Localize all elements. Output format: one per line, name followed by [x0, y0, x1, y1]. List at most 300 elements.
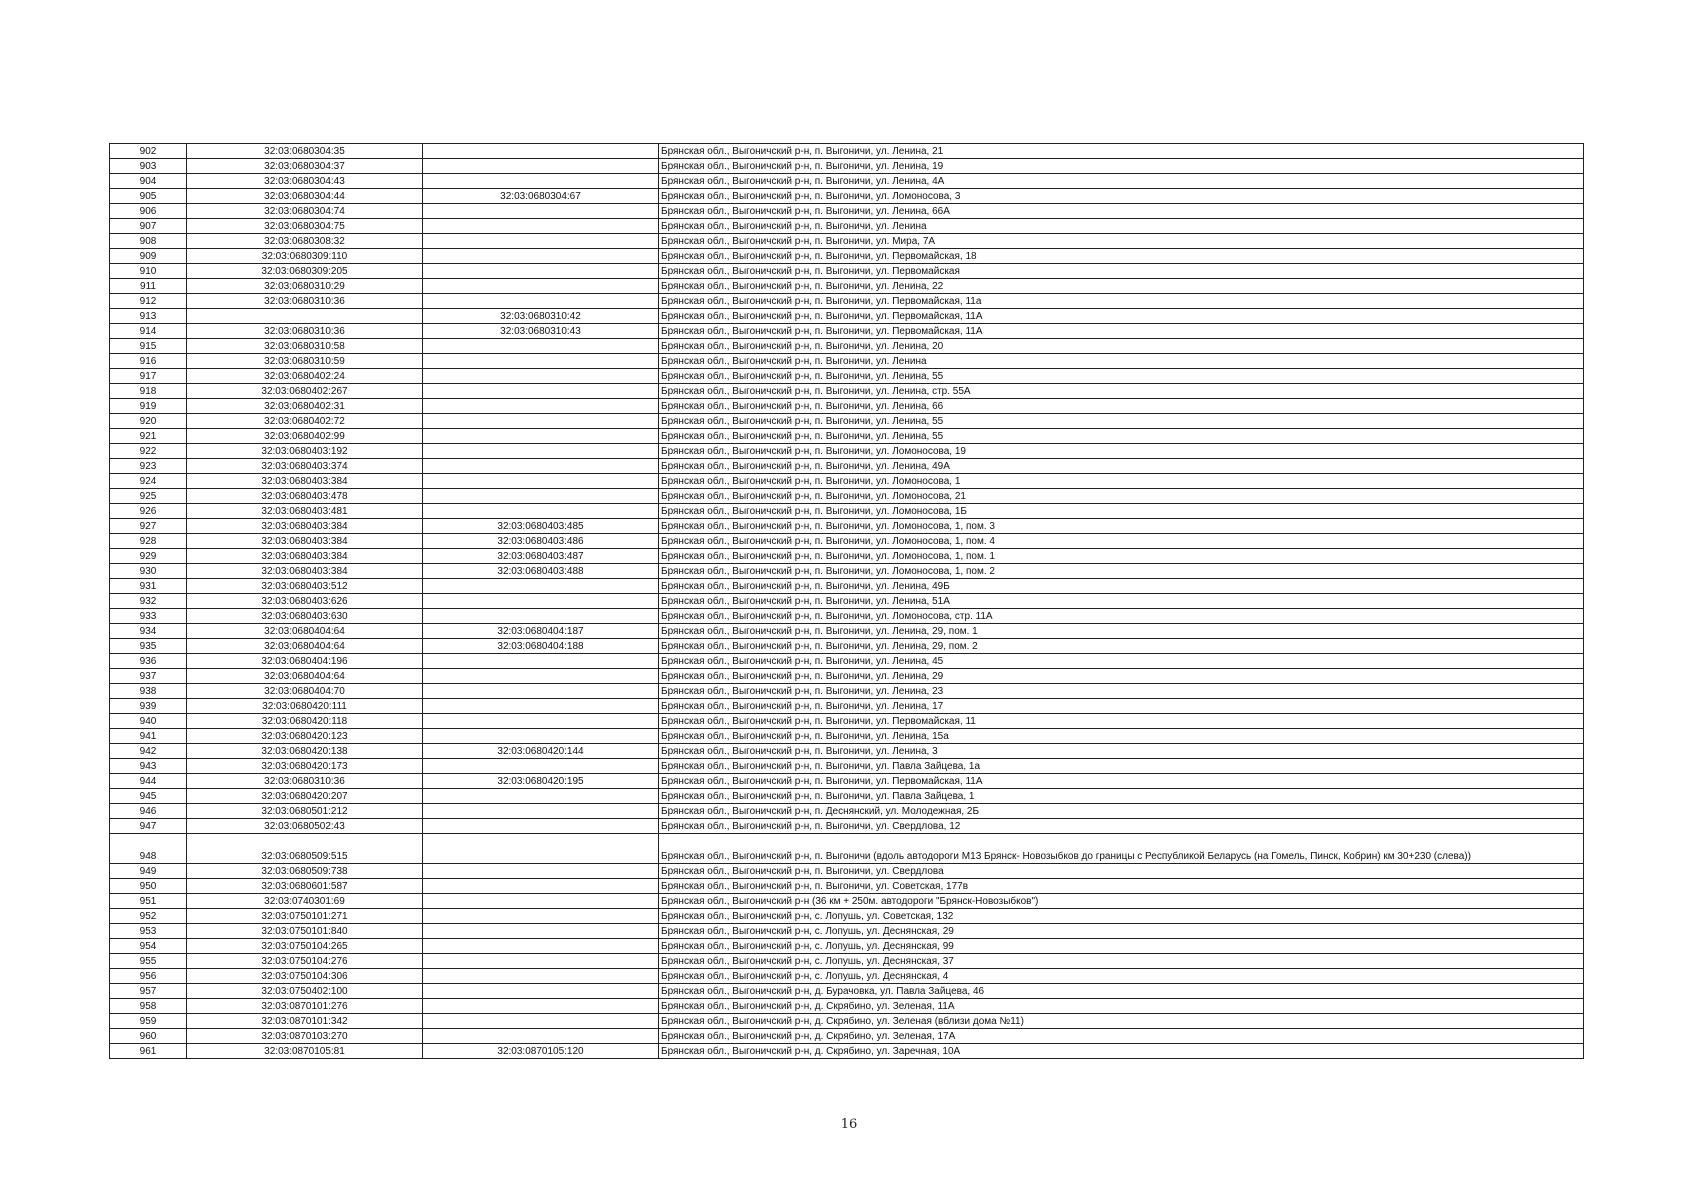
table-row	[110, 279, 1584, 294]
row-number-cell: 954	[110, 939, 187, 954]
address-cell: Брянская обл., Выгоничский р-н, п. Выгоничи, ул. Ленина, 51А	[659, 594, 1584, 609]
table-row	[110, 774, 1584, 789]
cadastral-number-cell: 32:03:0680403:384	[187, 534, 423, 549]
cadastral-number-cell: 32:03:0680404:64	[187, 669, 423, 684]
row-number-cell: 925	[110, 489, 187, 504]
related-cadastral-number-cell: 32:03:0680420:144	[423, 744, 659, 759]
address-cell: Брянская обл., Выгоничский р-н, п. Выгоничи, ул. Ленина, 29, пом. 1	[659, 624, 1584, 639]
table-row	[110, 534, 1584, 549]
address-cell: Брянская обл., Выгоничский р-н, п. Выгоничи, ул. Ленина, 45	[659, 654, 1584, 669]
row-number-cell: 961	[110, 1044, 187, 1059]
table-row	[110, 819, 1584, 834]
address-cell: Брянская обл., Выгоничский р-н, п. Выгоничи, ул. Мира, 7А	[659, 234, 1584, 249]
related-cadastral-number-cell: 32:03:0680404:188	[423, 639, 659, 654]
related-cadastral-number-cell	[423, 159, 659, 174]
table-row	[110, 429, 1584, 444]
cadastral-number-cell: 32:03:0680420:118	[187, 714, 423, 729]
table-row	[110, 924, 1584, 939]
table-row	[110, 684, 1584, 699]
row-number-cell: 926	[110, 504, 187, 519]
related-cadastral-number-cell: 32:03:0680404:187	[423, 624, 659, 639]
address-cell: Брянская обл., Выгоничский р-н, п. Выгоничи, ул. Ленина, 66	[659, 399, 1584, 414]
cadastral-number-cell: 32:03:0750101:840	[187, 924, 423, 939]
row-number-cell: 924	[110, 474, 187, 489]
table-row	[110, 459, 1584, 474]
related-cadastral-number-cell	[423, 699, 659, 714]
cadastral-number-cell: 32:03:0680404:64	[187, 639, 423, 654]
address-cell: Брянская обл., Выгоничский р-н, п. Выгоничи, ул. Первомайская, 18	[659, 249, 1584, 264]
related-cadastral-number-cell: 32:03:0680403:487	[423, 549, 659, 564]
row-number-cell: 936	[110, 654, 187, 669]
cadastral-number-cell: 32:03:0680404:64	[187, 624, 423, 639]
address-cell: Брянская обл., Выгоничский р-н, п. Выгоничи, ул. Ломоносова, 1Б	[659, 504, 1584, 519]
address-cell: Брянская обл., Выгоничский р-н, д. Скрябино, ул. Заречная, 10А	[659, 1044, 1584, 1059]
row-number-cell: 933	[110, 609, 187, 624]
row-number-cell: 927	[110, 519, 187, 534]
related-cadastral-number-cell	[423, 264, 659, 279]
table-row	[110, 1029, 1584, 1044]
related-cadastral-number-cell	[423, 939, 659, 954]
row-number-cell: 939	[110, 699, 187, 714]
cadastral-number-cell: 32:03:0680304:75	[187, 219, 423, 234]
related-cadastral-number-cell	[423, 1029, 659, 1044]
row-number-cell: 956	[110, 969, 187, 984]
address-cell: Брянская обл., Выгоничский р-н, п. Выгоничи, ул. Свердлова	[659, 864, 1584, 879]
related-cadastral-number-cell	[423, 609, 659, 624]
address-cell: Брянская обл., Выгоничский р-н, п. Выгоничи, ул. Первомайская, 11	[659, 714, 1584, 729]
cadastral-number-cell: 32:03:0870101:342	[187, 1014, 423, 1029]
table-row	[110, 189, 1584, 204]
related-cadastral-number-cell: 32:03:0680310:43	[423, 324, 659, 339]
related-cadastral-number-cell	[423, 234, 659, 249]
cadastral-number-cell: 32:03:0680420:138	[187, 744, 423, 759]
table-row	[110, 519, 1584, 534]
row-number-cell: 947	[110, 819, 187, 834]
table-row	[110, 144, 1584, 159]
row-number-cell: 905	[110, 189, 187, 204]
address-cell: Брянская обл., Выгоничский р-н, п. Выгоничи, ул. Первомайская	[659, 264, 1584, 279]
related-cadastral-number-cell	[423, 579, 659, 594]
address-cell: Брянская обл., Выгоничский р-н, п. Деснянский, ул. Молодежная, 2Б	[659, 804, 1584, 819]
related-cadastral-number-cell	[423, 249, 659, 264]
table-row	[110, 624, 1584, 639]
row-number-cell: 935	[110, 639, 187, 654]
row-number-cell: 922	[110, 444, 187, 459]
row-number-cell: 934	[110, 624, 187, 639]
related-cadastral-number-cell	[423, 174, 659, 189]
address-cell: Брянская обл., Выгоничский р-н, п. Выгоничи, ул. Ленина, 55	[659, 429, 1584, 444]
row-number-cell: 929	[110, 549, 187, 564]
table-row	[110, 879, 1584, 894]
row-number-cell: 943	[110, 759, 187, 774]
table-row	[110, 594, 1584, 609]
related-cadastral-number-cell	[423, 819, 659, 834]
address-cell: Брянская обл., Выгоничский р-н, п. Выгоничи, ул. Ломоносова, 1	[659, 474, 1584, 489]
related-cadastral-number-cell	[423, 144, 659, 159]
table-row	[110, 249, 1584, 264]
cadastral-number-cell: 32:03:0680403:626	[187, 594, 423, 609]
cadastral-number-cell: 32:03:0680403:478	[187, 489, 423, 504]
address-cell: Брянская обл., Выгоничский р-н, п. Выгоничи, ул. Ломоносова, 1, пом. 3	[659, 519, 1584, 534]
cadastral-number-cell: 32:03:0680420:123	[187, 729, 423, 744]
related-cadastral-number-cell	[423, 489, 659, 504]
related-cadastral-number-cell	[423, 789, 659, 804]
cadastral-number-cell: 32:03:0680310:36	[187, 294, 423, 309]
related-cadastral-number-cell: 32:03:0680310:42	[423, 309, 659, 324]
address-cell: Брянская обл., Выгоничский р-н, д. Скрябино, ул. Зеленая, 11А	[659, 999, 1584, 1014]
table-row	[110, 414, 1584, 429]
address-cell: Брянская обл., Выгоничский р-н, п. Выгоничи, ул. Ленина, 29	[659, 669, 1584, 684]
table-row	[110, 384, 1584, 399]
address-cell: Брянская обл., Выгоничский р-н, с. Лопушь, ул. Деснянская, 4	[659, 969, 1584, 984]
related-cadastral-number-cell	[423, 909, 659, 924]
related-cadastral-number-cell	[423, 384, 659, 399]
row-number-cell: 907	[110, 219, 187, 234]
table-body	[110, 144, 1584, 1059]
cadastral-number-cell: 32:03:0680403:384	[187, 519, 423, 534]
row-number-cell: 953	[110, 924, 187, 939]
row-number-cell: 942	[110, 744, 187, 759]
cadastral-number-cell: 32:03:0750402:100	[187, 984, 423, 999]
address-cell: Брянская обл., Выгоничский р-н, п. Выгоничи, ул. Ленина, 15а	[659, 729, 1584, 744]
table-row	[110, 474, 1584, 489]
cadastral-number-cell: 32:03:0680310:59	[187, 354, 423, 369]
cadastral-number-cell: 32:03:0750104:306	[187, 969, 423, 984]
cadastral-number-cell: 32:03:0680601:587	[187, 879, 423, 894]
related-cadastral-number-cell	[423, 459, 659, 474]
cadastral-number-cell: 32:03:0680403:384	[187, 564, 423, 579]
row-number-cell: 902	[110, 144, 187, 159]
cadastral-number-cell	[187, 309, 423, 324]
cadastral-number-cell: 32:03:0680502:43	[187, 819, 423, 834]
table-row	[110, 759, 1584, 774]
table-row	[110, 744, 1584, 759]
table-row	[110, 159, 1584, 174]
address-cell: Брянская обл., Выгоничский р-н, п. Выгоничи, ул. Ленина, 3	[659, 744, 1584, 759]
address-cell: Брянская обл., Выгоничский р-н, п. Выгоничи, ул. Павла Зайцева, 1а	[659, 759, 1584, 774]
related-cadastral-number-cell	[423, 684, 659, 699]
address-cell: Брянская обл., Выгоничский р-н, п. Выгоничи, ул. Ленина, стр. 55А	[659, 384, 1584, 399]
address-cell: Брянская обл., Выгоничский р-н, п. Выгоничи, ул. Ленина, 49Б	[659, 579, 1584, 594]
related-cadastral-number-cell: 32:03:0680304:67	[423, 189, 659, 204]
row-number-cell: 957	[110, 984, 187, 999]
address-cell: Брянская обл., Выгоничский р-н, п. Выгоничи, ул. Павла Зайцева, 1	[659, 789, 1584, 804]
address-cell: Брянская обл., Выгоничский р-н, п. Выгоничи, ул. Советская, 177в	[659, 879, 1584, 894]
related-cadastral-number-cell	[423, 804, 659, 819]
table-row	[110, 564, 1584, 579]
cadastral-number-cell: 32:03:0680310:36	[187, 324, 423, 339]
related-cadastral-number-cell	[423, 924, 659, 939]
cadastral-number-cell: 32:03:0680420:111	[187, 699, 423, 714]
table-row	[110, 324, 1584, 339]
cadastral-number-cell: 32:03:0870103:270	[187, 1029, 423, 1044]
table-row	[110, 609, 1584, 624]
row-number-cell: 932	[110, 594, 187, 609]
related-cadastral-number-cell	[423, 594, 659, 609]
row-number-cell: 920	[110, 414, 187, 429]
cadastral-number-cell: 32:03:0680509:515	[187, 834, 423, 864]
address-cell: Брянская обл., Выгоничский р-н (36 км + 250м. автодороги "Брянск-Новозыбков")	[659, 894, 1584, 909]
related-cadastral-number-cell	[423, 834, 659, 864]
cadastral-number-cell: 32:03:0680402:267	[187, 384, 423, 399]
address-cell: Брянская обл., Выгоничский р-н, п. Выгоничи, ул. Ленина	[659, 354, 1584, 369]
table-row	[110, 714, 1584, 729]
row-number-cell: 937	[110, 669, 187, 684]
address-cell: Брянская обл., Выгоничский р-н, п. Выгоничи, ул. Ломоносова, 1, пом. 4	[659, 534, 1584, 549]
row-number-cell: 915	[110, 339, 187, 354]
address-cell: Брянская обл., Выгоничский р-н, п. Выгоничи, ул. Ломоносова, 21	[659, 489, 1584, 504]
table-row	[110, 399, 1584, 414]
related-cadastral-number-cell	[423, 354, 659, 369]
address-cell: Брянская обл., Выгоничский р-н, п. Выгоничи, ул. Ленина, 55	[659, 414, 1584, 429]
address-cell: Брянская обл., Выгоничский р-н, п. Выгоничи, ул. Ломоносова, 3	[659, 189, 1584, 204]
row-number-cell: 960	[110, 1029, 187, 1044]
related-cadastral-number-cell	[423, 729, 659, 744]
related-cadastral-number-cell	[423, 714, 659, 729]
cadastral-number-cell: 32:03:0680304:43	[187, 174, 423, 189]
address-cell: Брянская обл., Выгоничский р-н, п. Выгоничи, ул. Ленина, 55	[659, 369, 1584, 384]
table-row	[110, 264, 1584, 279]
row-number-cell: 944	[110, 774, 187, 789]
row-number-cell: 921	[110, 429, 187, 444]
cadastral-number-cell: 32:03:0680420:173	[187, 759, 423, 774]
table-row	[110, 234, 1584, 249]
related-cadastral-number-cell	[423, 1014, 659, 1029]
address-cell: Брянская обл., Выгоничский р-н, д. Бурачовка, ул. Павла Зайцева, 46	[659, 984, 1584, 999]
address-cell: Брянская обл., Выгоничский р-н, д. Скрябино, ул. Зеленая, 17А	[659, 1029, 1584, 1044]
address-cell: Брянская обл., Выгоничский р-н, п. Выгоничи, ул. Ленина, 19	[659, 159, 1584, 174]
table-row	[110, 954, 1584, 969]
related-cadastral-number-cell	[423, 969, 659, 984]
row-number-cell: 946	[110, 804, 187, 819]
cadastral-number-cell: 32:03:0680404:196	[187, 654, 423, 669]
address-cell: Брянская обл., Выгоничский р-н, п. Выгоничи, ул. Ленина, 20	[659, 339, 1584, 354]
row-number-cell: 948	[110, 834, 187, 864]
related-cadastral-number-cell	[423, 954, 659, 969]
related-cadastral-number-cell	[423, 219, 659, 234]
related-cadastral-number-cell	[423, 654, 659, 669]
cadastral-number-cell: 32:03:0870101:276	[187, 999, 423, 1014]
related-cadastral-number-cell	[423, 894, 659, 909]
related-cadastral-number-cell	[423, 984, 659, 999]
cadastral-number-cell: 32:03:0680403:374	[187, 459, 423, 474]
address-cell: Брянская обл., Выгоничский р-н, д. Скрябино, ул. Зеленая (вблизи дома №11)	[659, 1014, 1584, 1029]
table-row	[110, 309, 1584, 324]
related-cadastral-number-cell: 32:03:0680403:486	[423, 534, 659, 549]
row-number-cell: 910	[110, 264, 187, 279]
related-cadastral-number-cell	[423, 999, 659, 1014]
row-number-cell: 940	[110, 714, 187, 729]
address-cell: Брянская обл., Выгоничский р-н, п. Выгоничи, ул. Ленина, 22	[659, 279, 1584, 294]
row-number-cell: 959	[110, 1014, 187, 1029]
cadastral-number-cell: 32:03:0680309:205	[187, 264, 423, 279]
related-cadastral-number-cell	[423, 279, 659, 294]
table-row	[110, 939, 1584, 954]
row-number-cell: 951	[110, 894, 187, 909]
cadastral-number-cell: 32:03:0680403:630	[187, 609, 423, 624]
table-row	[110, 909, 1584, 924]
table-row	[110, 984, 1584, 999]
table-row	[110, 1014, 1584, 1029]
table-row	[110, 804, 1584, 819]
row-number-cell: 918	[110, 384, 187, 399]
page-number: 16	[840, 1117, 858, 1132]
cadastral-number-cell: 32:03:0680501:212	[187, 804, 423, 819]
row-number-cell: 930	[110, 564, 187, 579]
cadastral-number-cell: 32:03:0680420:207	[187, 789, 423, 804]
table-row	[110, 549, 1584, 564]
table-row	[110, 654, 1584, 669]
table-row	[110, 354, 1584, 369]
row-number-cell: 958	[110, 999, 187, 1014]
related-cadastral-number-cell: 32:03:0680420:195	[423, 774, 659, 789]
cadastral-number-cell: 32:03:0680402:24	[187, 369, 423, 384]
table-row	[110, 639, 1584, 654]
address-cell: Брянская обл., Выгоничский р-н, п. Выгоничи, ул. Ломоносова, стр. 11А	[659, 609, 1584, 624]
address-cell: Брянская обл., Выгоничский р-н, с. Лопушь, ул. Деснянская, 37	[659, 954, 1584, 969]
cadastral-number-cell: 32:03:0870105:81	[187, 1044, 423, 1059]
related-cadastral-number-cell	[423, 444, 659, 459]
address-cell: Брянская обл., Выгоничский р-н, п. Выгоничи, ул. Ломоносова, 19	[659, 444, 1584, 459]
row-number-cell: 938	[110, 684, 187, 699]
related-cadastral-number-cell	[423, 429, 659, 444]
row-number-cell: 914	[110, 324, 187, 339]
related-cadastral-number-cell	[423, 474, 659, 489]
address-cell: Брянская обл., Выгоничский р-н, п. Выгоничи, ул. Ленина	[659, 219, 1584, 234]
row-number-cell: 955	[110, 954, 187, 969]
address-cell: Брянская обл., Выгоничский р-н, с. Лопушь, ул. Деснянская, 99	[659, 939, 1584, 954]
table-row	[110, 204, 1584, 219]
row-number-cell: 917	[110, 369, 187, 384]
address-cell: Брянская обл., Выгоничский р-н, п. Выгоничи, ул. Ломоносова, 1, пом. 2	[659, 564, 1584, 579]
row-number-cell: 916	[110, 354, 187, 369]
cadastral-number-cell: 32:03:0680402:99	[187, 429, 423, 444]
table-row	[110, 174, 1584, 189]
row-number-cell: 908	[110, 234, 187, 249]
address-cell: Брянская обл., Выгоничский р-н, п. Выгоничи, ул. Ленина, 49А	[659, 459, 1584, 474]
table-row	[110, 219, 1584, 234]
address-cell: Брянская обл., Выгоничский р-н, п. Выгоничи, ул. Ленина, 17	[659, 699, 1584, 714]
row-number-cell: 912	[110, 294, 187, 309]
cadastral-number-cell: 32:03:0680310:58	[187, 339, 423, 354]
cadastral-number-cell: 32:03:0680402:72	[187, 414, 423, 429]
row-number-cell: 911	[110, 279, 187, 294]
table-row	[110, 489, 1584, 504]
table-row	[110, 729, 1584, 744]
related-cadastral-number-cell	[423, 339, 659, 354]
cadastral-number-cell: 32:03:0680403:481	[187, 504, 423, 519]
related-cadastral-number-cell	[423, 294, 659, 309]
related-cadastral-number-cell	[423, 504, 659, 519]
table-row	[110, 504, 1584, 519]
cadastral-number-cell: 32:03:0680304:74	[187, 204, 423, 219]
table-row	[110, 894, 1584, 909]
related-cadastral-number-cell	[423, 414, 659, 429]
address-cell: Брянская обл., Выгоничский р-н, п. Выгоничи, ул. Первомайская, 11А	[659, 309, 1584, 324]
address-cell: Брянская обл., Выгоничский р-н, п. Выгоничи, ул. Ломоносова, 1, пом. 1	[659, 549, 1584, 564]
row-number-cell: 952	[110, 909, 187, 924]
table-row	[110, 669, 1584, 684]
address-cell: Брянская обл., Выгоничский р-н, п. Выгоничи, ул. Ленина, 23	[659, 684, 1584, 699]
row-number-cell: 919	[110, 399, 187, 414]
address-cell: Брянская обл., Выгоничский р-н, п. Выгоничи, ул. Ленина, 4А	[659, 174, 1584, 189]
cadastral-number-cell: 32:03:0680304:35	[187, 144, 423, 159]
table-row	[110, 294, 1584, 309]
address-cell: Брянская обл., Выгоничский р-н, п. Выгоничи, ул. Первомайская, 11а	[659, 294, 1584, 309]
cadastral-number-cell: 32:03:0680509:738	[187, 864, 423, 879]
address-cell: Брянская обл., Выгоничский р-н, п. Выгоничи, ул. Ленина, 29, пом. 2	[659, 639, 1584, 654]
related-cadastral-number-cell	[423, 879, 659, 894]
table-row	[110, 834, 1584, 864]
cadastral-number-cell: 32:03:0750101:271	[187, 909, 423, 924]
table-row	[110, 339, 1584, 354]
row-number-cell: 950	[110, 879, 187, 894]
address-cell: Брянская обл., Выгоничский р-н, п. Выгоничи, ул. Свердлова, 12	[659, 819, 1584, 834]
table-row	[110, 999, 1584, 1014]
cadastral-number-cell: 32:03:0680403:512	[187, 579, 423, 594]
related-cadastral-number-cell: 32:03:0870105:120	[423, 1044, 659, 1059]
related-cadastral-number-cell	[423, 399, 659, 414]
table-row	[110, 699, 1584, 714]
row-number-cell: 913	[110, 309, 187, 324]
row-number-cell: 906	[110, 204, 187, 219]
cadastral-table	[109, 143, 1584, 1059]
row-number-cell: 909	[110, 249, 187, 264]
address-cell: Брянская обл., Выгоничский р-н, п. Выгоничи, ул. Первомайская, 11А	[659, 774, 1584, 789]
cadastral-number-cell: 32:03:0740301:69	[187, 894, 423, 909]
address-cell: Брянская обл., Выгоничский р-н, п. Выгоничи, ул. Ленина, 21	[659, 144, 1584, 159]
table-row	[110, 579, 1584, 594]
cadastral-number-cell: 32:03:0680310:29	[187, 279, 423, 294]
address-cell: Брянская обл., Выгоничский р-н, п. Выгоничи, ул. Первомайская, 11А	[659, 324, 1584, 339]
related-cadastral-number-cell	[423, 204, 659, 219]
table-row	[110, 369, 1584, 384]
cadastral-number-cell: 32:03:0680403:384	[187, 549, 423, 564]
table-row	[110, 969, 1584, 984]
related-cadastral-number-cell	[423, 864, 659, 879]
cadastral-number-cell: 32:03:0750104:276	[187, 954, 423, 969]
row-number-cell: 949	[110, 864, 187, 879]
cadastral-number-cell: 32:03:0680404:70	[187, 684, 423, 699]
address-cell: Брянская обл., Выгоничский р-н, с. Лопушь, ул. Советская, 132	[659, 909, 1584, 924]
related-cadastral-number-cell: 32:03:0680403:488	[423, 564, 659, 579]
row-number-cell: 903	[110, 159, 187, 174]
row-number-cell: 928	[110, 534, 187, 549]
cadastral-number-cell: 32:03:0680308:32	[187, 234, 423, 249]
related-cadastral-number-cell	[423, 669, 659, 684]
row-number-cell: 941	[110, 729, 187, 744]
cadastral-number-cell: 32:03:0680304:44	[187, 189, 423, 204]
cadastral-number-cell: 32:03:0750104:265	[187, 939, 423, 954]
cadastral-number-cell: 32:03:0680310:36	[187, 774, 423, 789]
table-row	[110, 789, 1584, 804]
table-row	[110, 1044, 1584, 1059]
related-cadastral-number-cell	[423, 369, 659, 384]
cadastral-number-cell: 32:03:0680309:110	[187, 249, 423, 264]
related-cadastral-number-cell: 32:03:0680403:485	[423, 519, 659, 534]
cadastral-number-cell: 32:03:0680402:31	[187, 399, 423, 414]
table-row	[110, 444, 1584, 459]
cadastral-number-cell: 32:03:0680403:192	[187, 444, 423, 459]
row-number-cell: 904	[110, 174, 187, 189]
row-number-cell: 945	[110, 789, 187, 804]
row-number-cell: 931	[110, 579, 187, 594]
related-cadastral-number-cell	[423, 759, 659, 774]
cadastral-number-cell: 32:03:0680403:384	[187, 474, 423, 489]
address-cell: Брянская обл., Выгоничский р-н, п. Выгоничи, ул. Ленина, 66А	[659, 204, 1584, 219]
table-row	[110, 864, 1584, 879]
cadastral-number-cell: 32:03:0680304:37	[187, 159, 423, 174]
